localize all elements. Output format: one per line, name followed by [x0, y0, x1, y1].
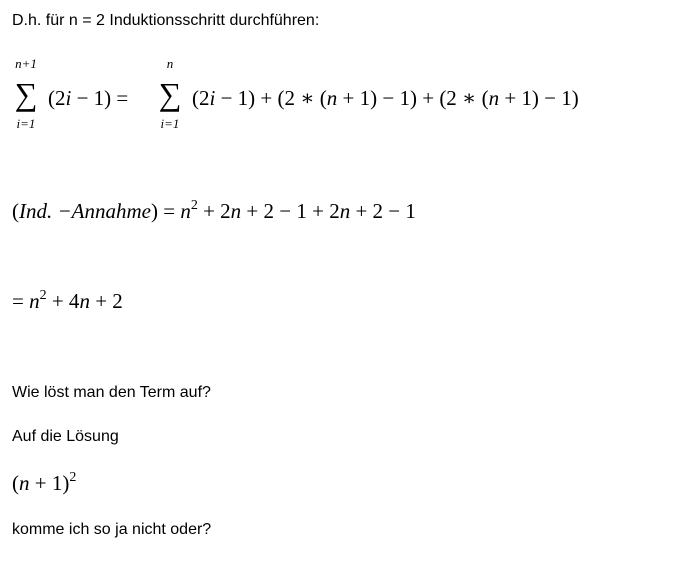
sum-symbol	[152, 56, 188, 132]
sum-symbol	[8, 56, 44, 132]
closing-question: komme ich so ja nicht oder?	[12, 521, 212, 538]
sum-upper: n+1	[15, 56, 37, 71]
formula-rhs: (2i − 1) + (2 ∗ (n + 1) − 1) + (2 ∗ (n + 1) − 1)	[192, 86, 579, 110]
sigma-icon: ∑	[14, 76, 38, 112]
sum-lower: i=1	[160, 116, 180, 131]
solution-label: Auf die Lösung	[12, 428, 119, 445]
formula-ind-annahme: (Ind. −Annahme) = $n^2 + 2n + 2 - 1 + 2n + 2 - 1$	[12, 198, 416, 223]
intro-text: D.h. für n = 2 Induktionsschritt durchführen:	[12, 12, 320, 29]
sum-lower: i=1	[16, 116, 36, 131]
question-text: Wie löst man den Term auf?	[12, 384, 211, 401]
formula-simplified: = $n^2 + 4n + 2$	[12, 288, 123, 313]
formula-solution: $(n + 1)^2$	[12, 470, 77, 495]
sum-upper: n	[166, 56, 174, 71]
sigma-icon: ∑	[158, 76, 182, 112]
formula-lhs: (2i − 1) =	[48, 86, 134, 110]
